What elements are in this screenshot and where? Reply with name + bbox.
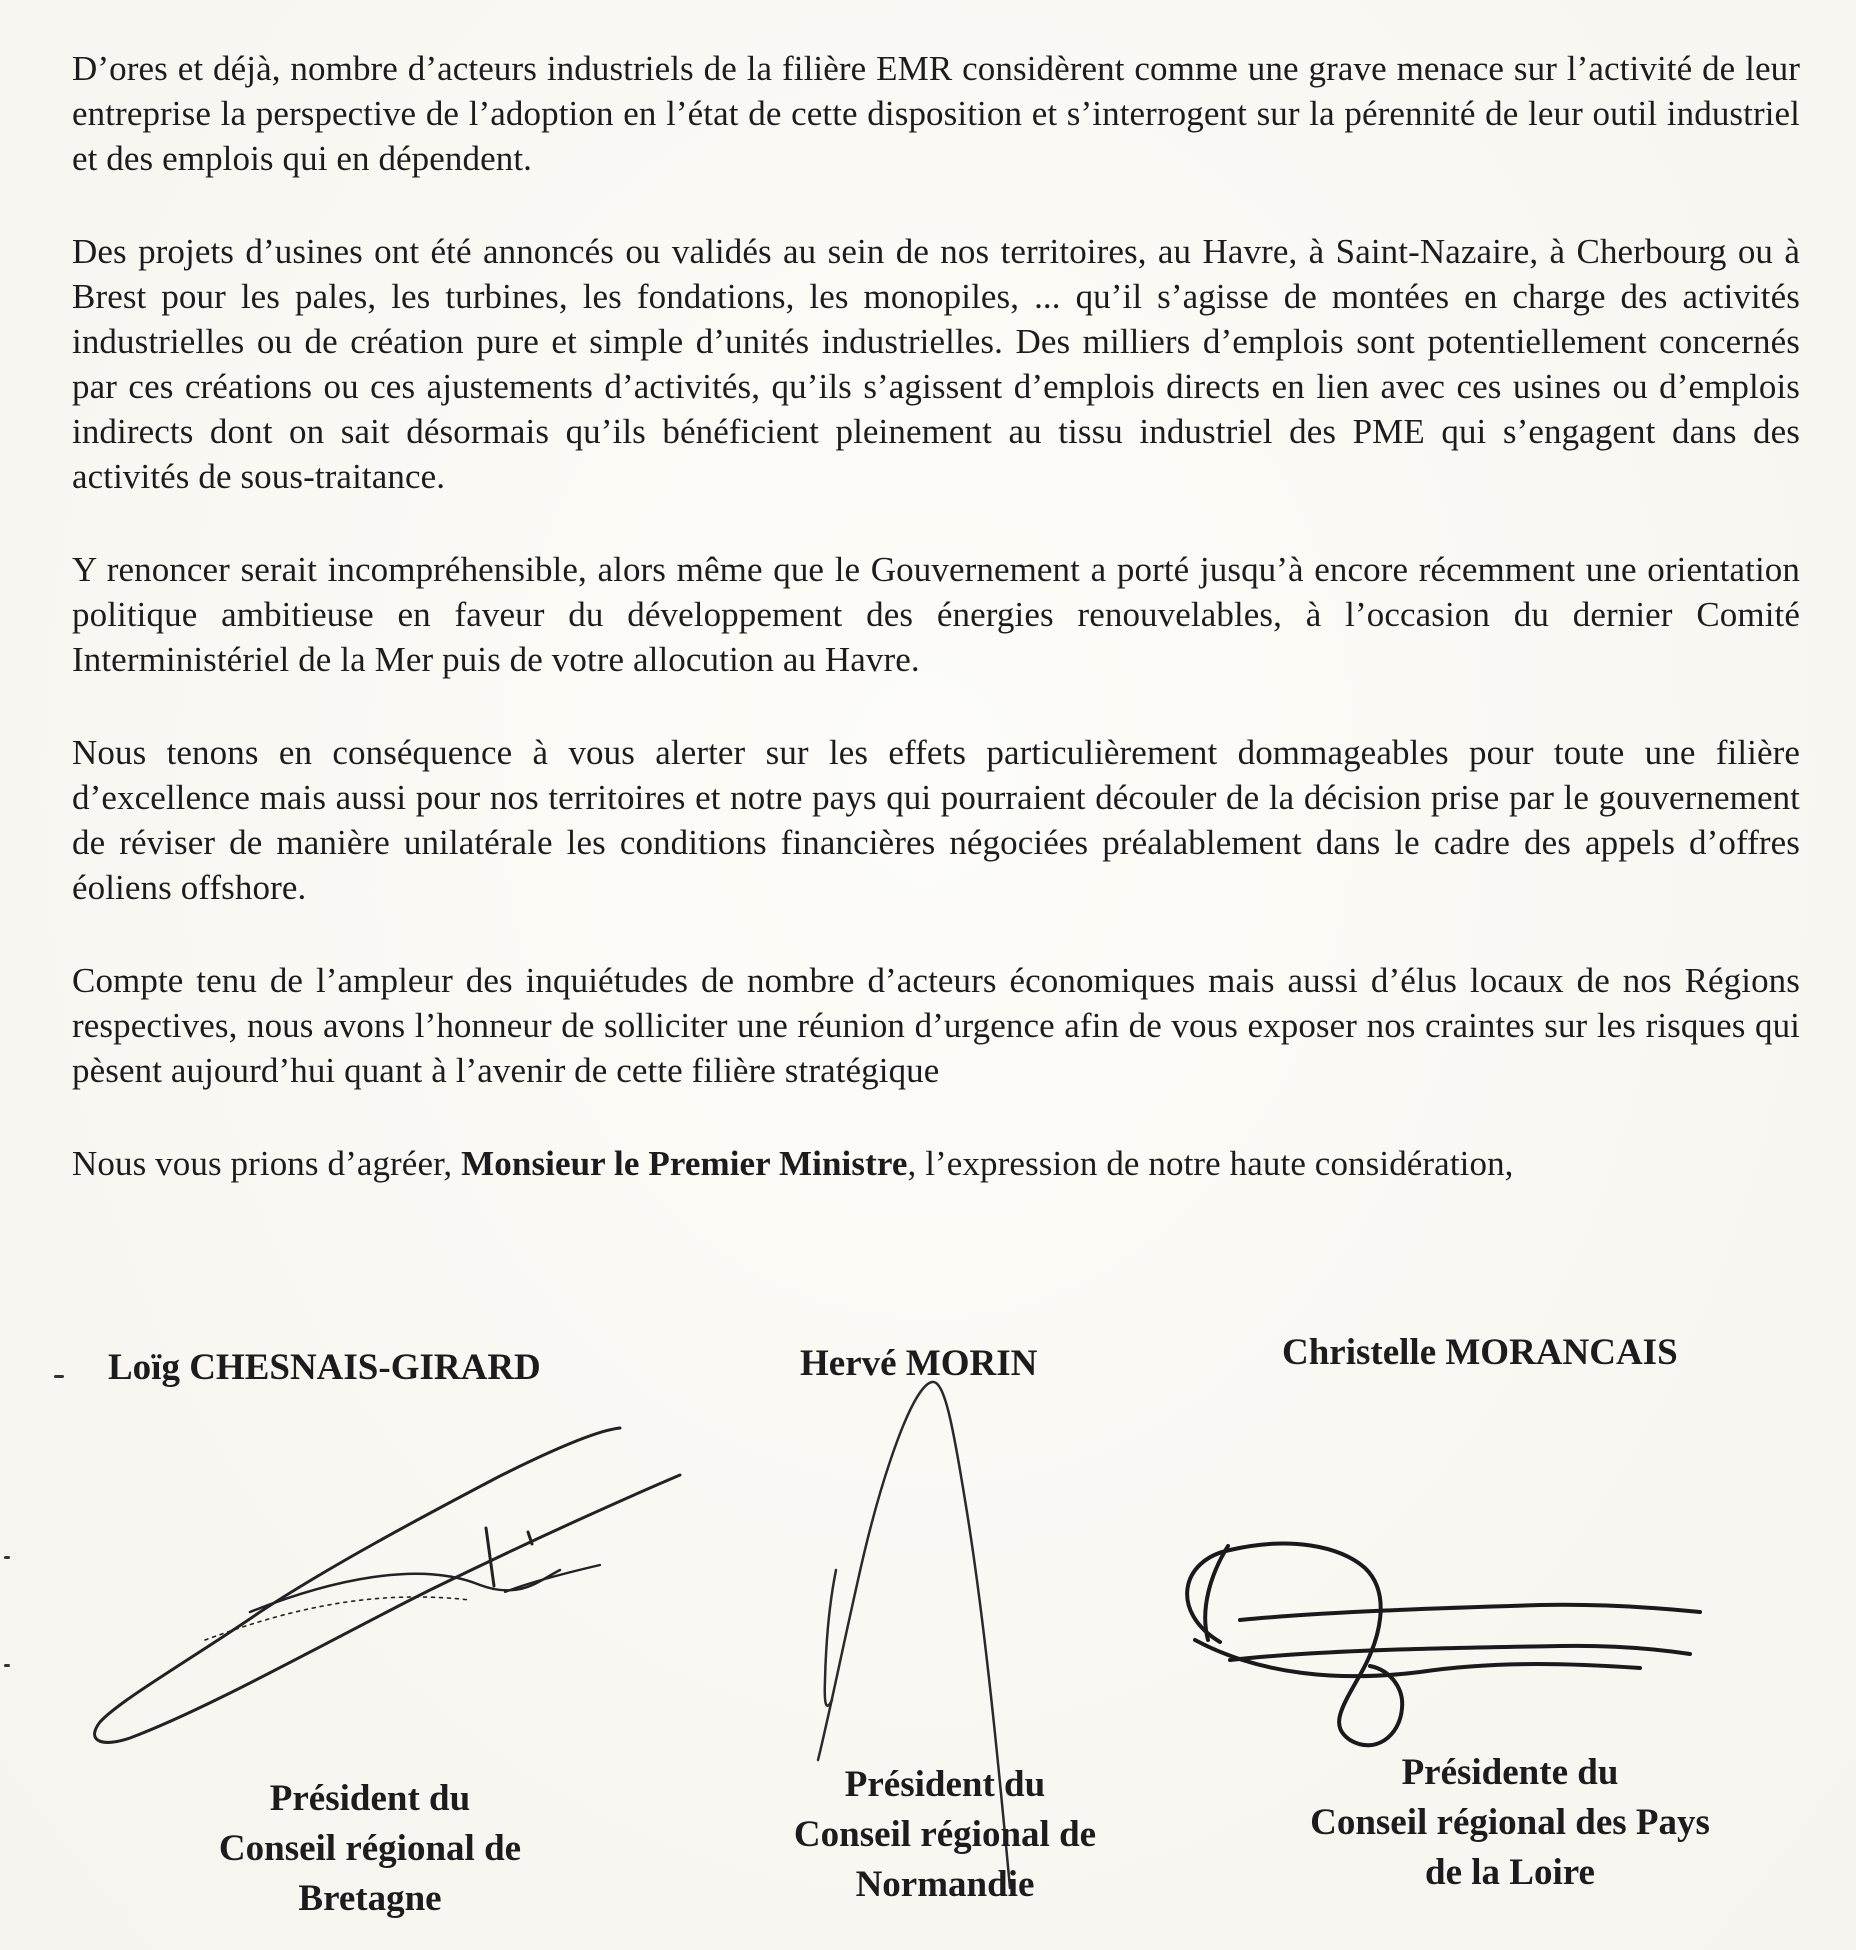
- paragraph-meeting-request: Compte tenu de l’ampleur des inquiétudes de nombre d’acteurs économiques mais aussi d’élus locaux de nos Régions respectives, nous avons l’honneur de solliciter une réunion d’urgence afin de vous exposer nos craintes sur les risques qui pèsent aujourd’hui quant à l’avenir de cette filière stratégique: [72, 961, 1800, 1090]
- title-line: Conseil régional des Pays: [1310, 1802, 1710, 1843]
- signatory-name-pays-de-la-loire: Christelle MORANCAIS: [1282, 1332, 1678, 1373]
- title-line: de la Loire: [1425, 1852, 1595, 1893]
- title-line: Normandie: [855, 1864, 1035, 1905]
- title-line: Bretagne: [298, 1878, 442, 1919]
- signatory-name-bretagne: Loïg CHESNAIS-GIRARD: [108, 1347, 541, 1388]
- signatory-title-normandie: [710, 1760, 1180, 1910]
- title-line: Président du: [269, 1778, 471, 1819]
- closing-before: Nous vous prions d’agréer,: [72, 1144, 462, 1183]
- letter-body: [72, 46, 1800, 1234]
- title-line: Présidente du: [1401, 1752, 1619, 1793]
- paragraph-alert: Nous tenons en conséquence à vous alerter sur les effets particulièrement dommageables pour toute une filière d’excellence mais aussi pour nos territoires et notre pays qui pourraient découler de la décision prise par le gouvernement de réviser de manière unilatérale les conditions financières négociées préalablement dans le cadre des appels d’offres éoliens offshore.: [72, 733, 1800, 907]
- scan-mark: [4, 1664, 10, 1667]
- paragraph-factory-projects: Des projets d’usines ont été annoncés ou validés au sein de nos territoires, au Havre, à Saint-Nazaire, à Cherbourg ou à Brest pour les pales, les turbines, les fondations, les monopiles, ... qu’il s’agisse de montées en charge des activités industrielles ou de création pure et simple d’unités industrielles. Des milliers d’emplois sont potentiellement concernés par ces créations ou ces ajustements d’activités, qu’ils s’agissent d’emplois directs en lien avec ces usines ou d’emplois indirects dont on sait désormais qu’ils bénéficient pleinement au tissu industriel des PME qui s’engagent dans des activités de sous-traitance.: [72, 232, 1800, 496]
- closing-addressee: Monsieur le Premier Ministre: [461, 1144, 908, 1183]
- signature-bretagne: [95, 1428, 680, 1742]
- title-line: Président du: [844, 1764, 1046, 1805]
- paragraph-industrial-threat: D’ores et déjà, nombre d’acteurs industriels de la filière EMR considèrent comme une grave menace sur l’activité de leur entreprise la perspective de l’adoption en l’état de cette disposition et s’interrogent sur la pérennité de leur outil industriel et des emplois qui en dépendent.: [72, 49, 1800, 178]
- signatory-title-pays-de-la-loire: [1250, 1748, 1770, 1898]
- title-line: Conseil régional de: [218, 1828, 522, 1869]
- signature-pays-de-la-loire: [1187, 1544, 1700, 1746]
- paragraph-government-policy: Y renoncer serait incompréhensible, alors même que le Gouvernement a porté jusqu’à encore récemment une orientation politique ambitieuse en faveur du développement des énergies renouvelables, à l’occasion du dernier Comité Interministériel de la Mer puis de votre allocution au Havre.: [72, 550, 1800, 679]
- signatory-title-bretagne: [135, 1774, 605, 1924]
- title-line: Conseil régional de: [793, 1814, 1097, 1855]
- signatory-name-normandie: Hervé MORIN: [800, 1343, 1038, 1384]
- scan-mark: [54, 1375, 64, 1378]
- scan-mark: [4, 1556, 10, 1559]
- closing-formula: [72, 1141, 1800, 1186]
- closing-after: , l’expression de notre haute considération,: [907, 1144, 1514, 1183]
